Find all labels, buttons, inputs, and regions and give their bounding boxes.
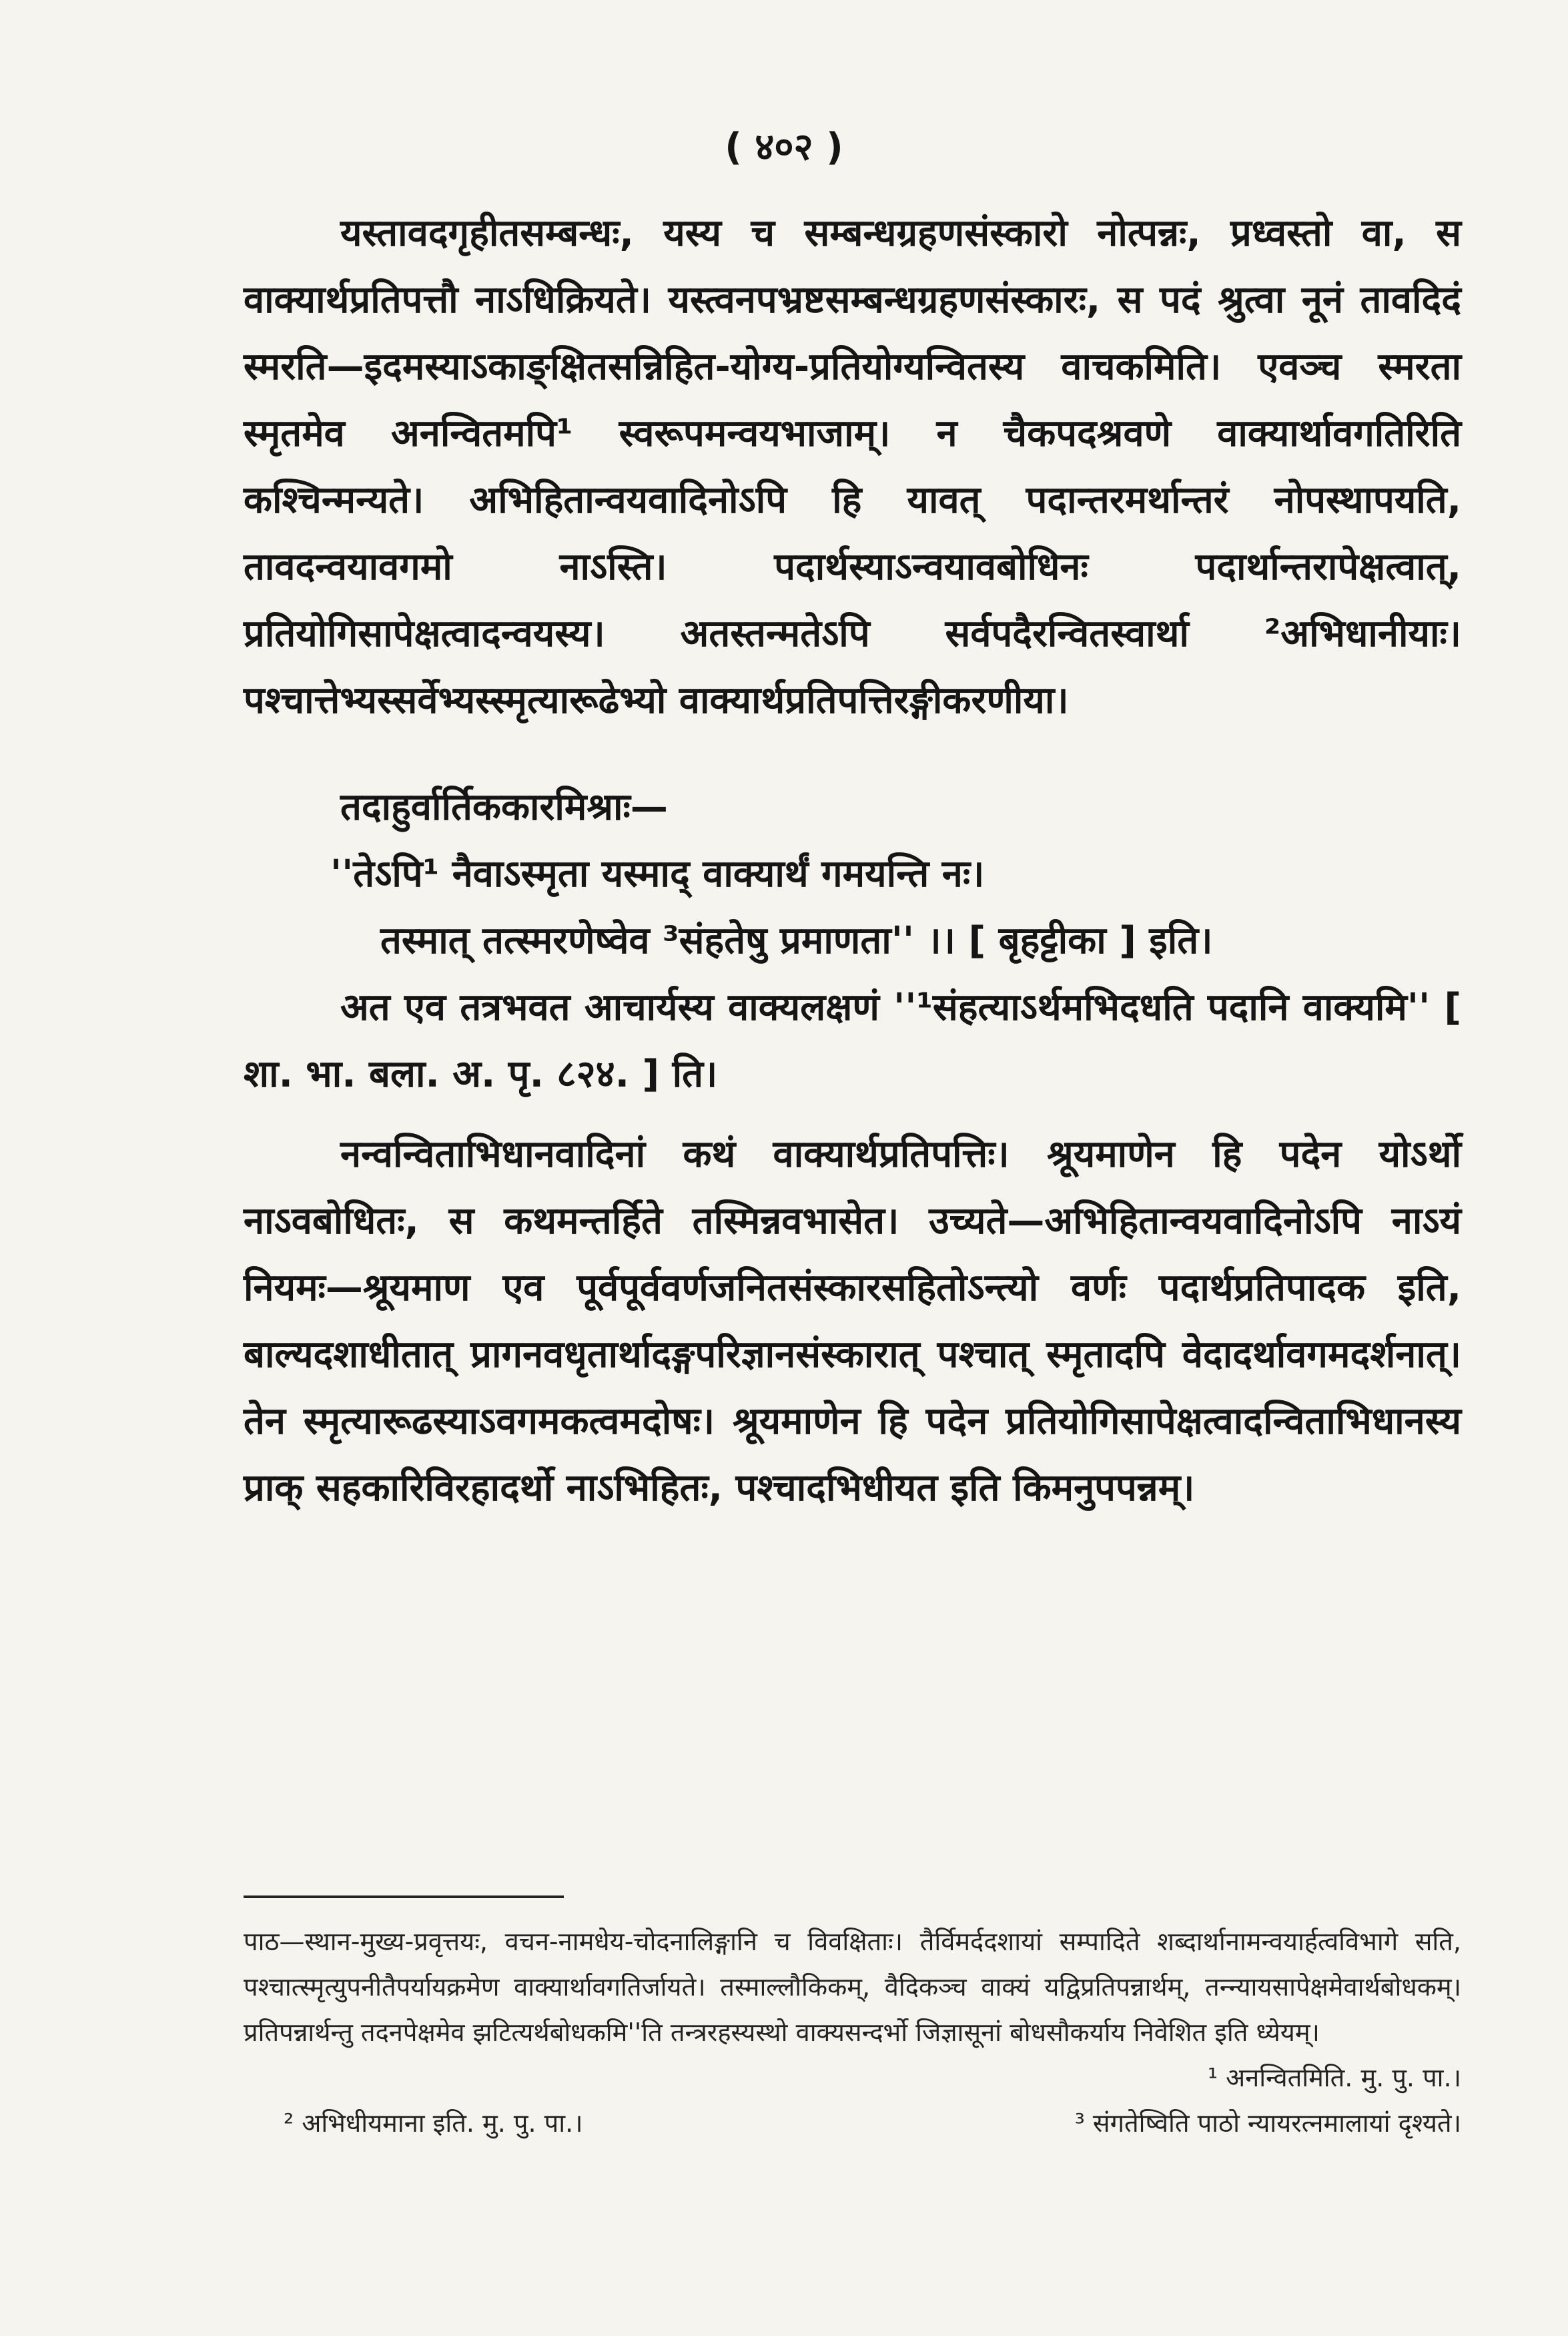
footnote-3: ³ संगतेष्विति पाठो न्यायरत्नमालायां दृश्यते। <box>1074 2108 1461 2138</box>
main-text <box>244 200 1461 1522</box>
footnote-main: पाठ—स्थान-मुख्य-प्रवृत्तयः, वचन-नामधेय-चोदनालिङ्गानि च विवक्षिताः। तैर्विमर्ददशायां सम्पादिते शब्दार्थानामन्वयार्हत्वविभागे सति, पश्चात्स्मृत्युपनीतैपर्यायक्रमेण वाक्यार्थावगतिर्जायते। तस्माल्लौकिकम्, वैदिकञ्च वाक्यं यद्विप्रतिपन्नार्थम्, तन्न्यायसापेक्षमेवार्थबोधकम्। प्रतिपन्नार्थन्तु तदनपेक्षमेव झटित्यर्थबोधकमि''ति तन्त्ररहस्यस्थो वाक्यसन्दर्भो जिज्ञासूनां बोधसौकर्याय निवेशित इति ध्येयम्। <box>244 1927 1461 2047</box>
verse-line-2: तस्मात् तत्स्मरणेष्वेव ³संहतेषु प्रमाणता'' ।। [ बृहट्टीका ] इति। <box>380 919 1213 962</box>
footnotes <box>244 1919 1461 2146</box>
footnote-divider <box>244 1895 564 1898</box>
paragraph-3: नन्वन्विताभिधानवादिनां कथं वाक्यार्थप्रतिपत्तिः। श्रूयमाणेन हि पदेन योऽर्थो नाऽवबोधितः, स कथमन्तर्हिते तस्मिन्नवभासेत। उच्यते—अभिहितान्वयवादिनोऽपि नाऽयं नियमः—श्रूयमाण एव पूर्वपूर्ववर्णजनितसंस्कारसहितोऽन्त्यो वर्णः पदार्थप्रतिपादक इति, बाल्यदशाधीतात् प्रागनवधृतार्थादङ्गपरिज्ञानसंस्कारात् पश्चात् स्मृतादपि वेदादर्थावगमदर्शनात्। तेन स्मृत्यारूढस्याऽवगमकत्वमदोषः। श्रूयमाणेन हि पदेन प्रतियोगिसापेक्षत्वादन्विताभिधानस्य प्राक् सहकारिविरहादर्थो नाऽभिहितः, पश्चादभिधीयत इति किमनुपपन्नम्। <box>244 1133 1461 1510</box>
paragraph-2: अत एव तत्रभवत आचार्यस्य वाक्यलक्षणं ''¹संहत्याऽर्थमभिदधति पदानि वाक्यमि'' [ शा. भा. बला. अ. पृ. ८२४. ] ति। <box>244 986 1461 1096</box>
footnote-1: ¹ अनन्वितमिति. मु. पु. पा.। <box>1207 2063 1461 2092</box>
footnote-2: ² अभिधीयमाना इति. मु. पु. पा.। <box>284 2108 583 2138</box>
verse-line-1: ''तेऽपि¹ नैवाऽस्मृता यस्माद् वाक्यार्थं गमयन्ति नः। <box>330 852 985 896</box>
page-number: ( ४०२ ) <box>725 125 843 169</box>
paragraph-1: यस्तावदगृहीतसम्बन्धः, यस्य च सम्बन्धग्रहणसंस्कारो नोत्पन्नः, प्रध्वस्तो वा, स वाक्यार्थप्रतिपत्तौ नाऽधिक्रियते। यस्त्वनपभ्रष्टसम्बन्धग्रहणसंस्कारः, स पदं श्रुत्वा नूनं तावदिदं स्मरति—इदमस्याऽकाङ्क्षितसन्निहित-योग्य-प्रतियोग्यन्वितस्य वाचकमिति। एवञ्च स्मरता स्मृतमेव अनन्वितमपि¹ स्वरूपमन्वयभाजाम्। न चैकपदश्रवणे वाक्यार्थावगतिरिति कश्चिन्मन्यते। अभिहितान्वयवादिनोऽपि हि यावत् पदान्तरमर्थान्तरं नोपस्थापयति, तावदन्वयावगमो नाऽस्ति। पदार्थस्याऽन्वयावबोधिनः पदार्थान्तरापेक्षत्वात्, प्रतियोगिसापेक्षत्वादन्वयस्य। अतस्तन्मतेऽपि सर्वपदैरन्वितस्वार्था ²अभिधानीयाः। पश्चात्तेभ्यस्सर्वेभ्यस्स्मृत्यारूढेभ्यो वाक्यार्थप्रतिपत्तिरङ्गीकरणीया। <box>244 212 1461 722</box>
quote-intro: तदाहुर्वार्तिककारमिश्राः— <box>340 786 668 829</box>
